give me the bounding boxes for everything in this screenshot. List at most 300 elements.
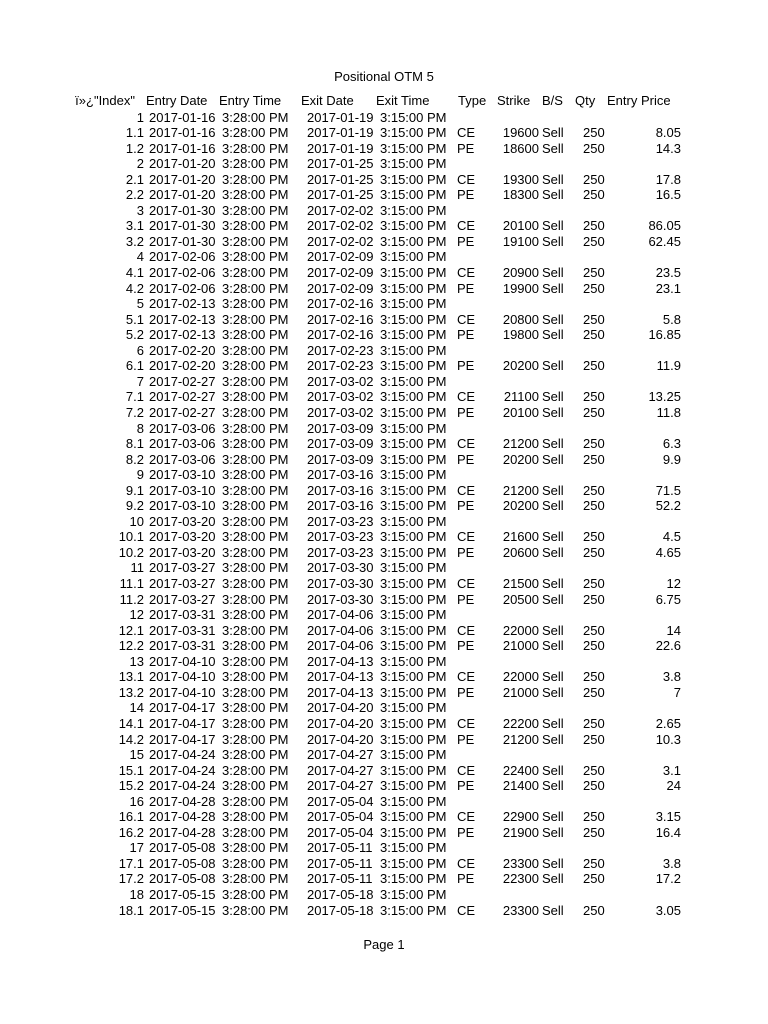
cell-entry-time: 3:28:00 PM	[222, 669, 289, 685]
cell-type: PE	[457, 233, 475, 249]
cell-bs: Sell	[542, 436, 564, 452]
cell-entry-date: 2017-03-10	[149, 482, 216, 498]
cell-type: PE	[457, 498, 475, 514]
cell-strike: 19100	[502, 233, 539, 249]
cell-exit-date: 2017-03-30	[307, 576, 374, 591]
header-qty: Qty	[575, 93, 596, 108]
cell-type: PE	[457, 731, 475, 747]
cell-exit-time: 3:15:00 PM	[380, 498, 447, 514]
cell-index: 2.1	[125, 171, 144, 187]
cell-type: PE	[457, 544, 475, 560]
cell-exit-date: 2017-02-16	[307, 311, 374, 327]
cell-exit-date: 2017-01-19	[307, 140, 374, 156]
cell-type: CE	[457, 529, 476, 545]
table-row	[0, 871, 768, 887]
cell-index: 13	[129, 653, 144, 669]
table-row	[0, 763, 768, 779]
cell-exit-date: 2017-01-19	[307, 125, 374, 141]
cell-strike: 19800	[502, 327, 539, 343]
cell-exit-date: 2017-02-16	[307, 327, 374, 343]
cell-bs: Sell	[542, 404, 564, 420]
cell-entry-date: 2017-04-24	[149, 762, 216, 778]
cell-type: PE	[457, 280, 475, 296]
table-row	[0, 452, 768, 468]
cell-qty: 250	[583, 265, 605, 280]
cell-type: CE	[457, 482, 476, 498]
cell-exit-time: 3:15:00 PM	[380, 140, 447, 156]
table-row	[0, 312, 768, 328]
cell-exit-time: 3:15:00 PM	[380, 280, 447, 296]
cell-index: 15.2	[118, 778, 144, 794]
cell-entry-price: 22.6	[655, 638, 681, 654]
cell-entry-date: 2017-01-20	[149, 187, 216, 203]
cell-strike: 23300	[502, 855, 539, 871]
cell-entry-date: 2017-04-17	[149, 715, 216, 731]
cell-index: 14	[129, 700, 144, 716]
cell-exit-date: 2017-03-23	[307, 513, 374, 529]
cell-entry-price: 23.1	[655, 280, 681, 296]
cell-exit-date: 2017-02-23	[307, 358, 374, 374]
table-row	[0, 732, 768, 748]
cell-entry-price: 3.8	[662, 669, 681, 685]
cell-entry-price: 17.2	[655, 871, 681, 887]
cell-entry-price: 5.8	[662, 311, 681, 327]
cell-entry-time: 3:28:00 PM	[222, 638, 289, 654]
cell-exit-time: 3:15:00 PM	[380, 840, 447, 856]
cell-qty: 250	[583, 311, 605, 327]
table-row	[0, 716, 768, 732]
cell-exit-time: 3:15:00 PM	[380, 793, 447, 809]
cell-index: 3.1	[125, 218, 144, 234]
cell-entry-time: 3:28:00 PM	[222, 311, 289, 327]
cell-index: 1.2	[125, 140, 144, 156]
cell-index: 10.1	[118, 529, 144, 545]
cell-type: PE	[457, 638, 475, 654]
cell-index: 4.2	[125, 280, 144, 296]
cell-index: 2.2	[125, 187, 144, 203]
cell-entry-date: 2017-02-06	[149, 265, 216, 280]
cell-strike: 22300	[502, 871, 539, 887]
table-row	[0, 825, 768, 841]
cell-index: 5.1	[125, 311, 144, 327]
cell-entry-price: 11.9	[656, 358, 681, 374]
cell-bs: Sell	[542, 622, 564, 638]
cell-exit-date: 2017-02-02	[307, 233, 374, 249]
cell-entry-time: 3:28:00 PM	[222, 824, 289, 840]
cell-bs: Sell	[542, 125, 564, 141]
cell-exit-time: 3:15:00 PM	[380, 125, 447, 141]
cell-index: 10.2	[118, 544, 144, 560]
cell-entry-time: 3:28:00 PM	[222, 622, 289, 638]
cell-entry-date: 2017-02-13	[149, 311, 216, 327]
table-row	[0, 856, 768, 872]
cell-entry-time: 3:28:00 PM	[222, 498, 289, 514]
cell-exit-time: 3:15:00 PM	[380, 482, 447, 498]
cell-exit-time: 3:15:00 PM	[380, 296, 447, 312]
cell-entry-time: 3:28:00 PM	[222, 187, 289, 203]
cell-exit-time: 3:15:00 PM	[380, 700, 447, 716]
cell-exit-time: 3:15:00 PM	[380, 544, 447, 560]
cell-entry-date: 2017-04-10	[149, 684, 216, 700]
cell-entry-time: 3:28:00 PM	[222, 560, 289, 576]
table-row	[0, 514, 768, 530]
cell-entry-price: 14	[666, 622, 681, 638]
cell-strike: 20800	[502, 311, 539, 327]
cell-index: 11.1	[119, 576, 144, 591]
cell-exit-date: 2017-03-23	[307, 544, 374, 560]
cell-qty: 250	[583, 824, 605, 840]
cell-bs: Sell	[542, 358, 564, 374]
cell-entry-date: 2017-01-20	[149, 171, 216, 187]
cell-bs: Sell	[542, 233, 564, 249]
cell-entry-date: 2017-03-20	[149, 544, 216, 560]
cell-exit-date: 2017-04-13	[307, 653, 374, 669]
cell-entry-time: 3:28:00 PM	[222, 747, 289, 763]
cell-entry-date: 2017-04-28	[149, 793, 216, 809]
cell-exit-date: 2017-01-25	[307, 171, 374, 187]
cell-qty: 250	[583, 187, 605, 203]
table-row	[0, 483, 768, 499]
cell-exit-date: 2017-03-09	[307, 420, 374, 436]
cell-exit-date: 2017-03-30	[307, 591, 374, 607]
cell-entry-date: 2017-05-08	[149, 871, 216, 887]
cell-entry-time: 3:28:00 PM	[222, 109, 289, 125]
cell-entry-time: 3:28:00 PM	[222, 467, 289, 483]
cell-type: CE	[457, 855, 476, 871]
cell-entry-date: 2017-01-30	[149, 218, 216, 234]
cell-entry-price: 8.05	[655, 125, 681, 141]
cell-bs: Sell	[542, 871, 564, 887]
cell-exit-time: 3:15:00 PM	[380, 622, 447, 638]
cell-exit-date: 2017-03-30	[307, 560, 374, 576]
cell-exit-date: 2017-03-02	[307, 404, 374, 420]
table-header	[0, 93, 768, 109]
cell-exit-time: 3:15:00 PM	[380, 731, 447, 747]
cell-index: 1.1	[125, 125, 144, 141]
cell-exit-time: 3:15:00 PM	[380, 809, 447, 825]
cell-entry-time: 3:28:00 PM	[222, 902, 289, 918]
cell-index: 14.2	[118, 731, 144, 747]
cell-entry-time: 3:28:00 PM	[222, 840, 289, 856]
cell-index: 9.2	[125, 498, 144, 514]
cell-qty: 250	[583, 902, 605, 918]
cell-exit-date: 2017-04-06	[307, 607, 374, 623]
cell-exit-date: 2017-05-11	[307, 871, 373, 887]
cell-exit-date: 2017-03-23	[307, 529, 374, 545]
cell-entry-time: 3:28:00 PM	[222, 809, 289, 825]
cell-bs: Sell	[542, 311, 564, 327]
cell-qty: 250	[583, 280, 605, 296]
cell-entry-time: 3:28:00 PM	[222, 591, 289, 607]
cell-qty: 250	[583, 576, 605, 591]
cell-strike: 21200	[502, 482, 539, 498]
cell-entry-date: 2017-02-13	[149, 327, 216, 343]
table-row	[0, 467, 768, 483]
cell-entry-time: 3:28:00 PM	[222, 451, 289, 467]
table-row	[0, 436, 768, 452]
cell-index: 8	[136, 420, 144, 436]
cell-qty: 250	[583, 327, 605, 343]
cell-entry-price: 17.8	[655, 171, 681, 187]
cell-entry-time: 3:28:00 PM	[222, 731, 289, 747]
cell-entry-time: 3:28:00 PM	[222, 513, 289, 529]
cell-bs: Sell	[542, 544, 564, 560]
cell-qty: 250	[583, 171, 605, 187]
cell-exit-time: 3:15:00 PM	[380, 436, 447, 452]
cell-qty: 250	[583, 358, 605, 374]
cell-bs: Sell	[542, 855, 564, 871]
cell-strike: 18600	[502, 140, 539, 156]
cell-qty: 250	[583, 715, 605, 731]
cell-strike: 22900	[502, 809, 539, 825]
cell-qty: 250	[583, 622, 605, 638]
cell-entry-time: 3:28:00 PM	[222, 576, 289, 591]
cell-exit-time: 3:15:00 PM	[380, 389, 447, 405]
cell-bs: Sell	[542, 187, 564, 203]
cell-type: PE	[457, 327, 475, 343]
table-row	[0, 592, 768, 608]
cell-strike: 21600	[502, 529, 539, 545]
cell-strike: 21900	[502, 824, 539, 840]
cell-strike: 21000	[502, 638, 539, 654]
cell-type: PE	[457, 684, 475, 700]
cell-qty: 250	[583, 731, 605, 747]
cell-exit-time: 3:15:00 PM	[380, 824, 447, 840]
table-row	[0, 234, 768, 250]
cell-entry-date: 2017-03-31	[149, 607, 216, 623]
cell-bs: Sell	[542, 731, 564, 747]
cell-entry-time: 3:28:00 PM	[222, 280, 289, 296]
cell-strike: 21200	[502, 436, 539, 452]
cell-exit-time: 3:15:00 PM	[380, 233, 447, 249]
cell-type: CE	[457, 311, 476, 327]
page-number: Page 1	[363, 937, 405, 952]
cell-entry-date: 2017-04-28	[149, 809, 216, 825]
cell-index: 7	[136, 373, 144, 389]
cell-entry-date: 2017-05-15	[149, 902, 216, 918]
table-row	[0, 405, 768, 421]
cell-bs: Sell	[542, 809, 564, 825]
cell-bs: Sell	[542, 684, 564, 700]
cell-strike: 22400	[502, 762, 539, 778]
cell-strike: 20200	[502, 498, 539, 514]
cell-exit-time: 3:15:00 PM	[380, 778, 447, 794]
cell-entry-price: 3.05	[655, 902, 681, 918]
cell-strike: 22200	[502, 715, 539, 731]
cell-exit-time: 3:15:00 PM	[380, 529, 447, 545]
cell-type: PE	[457, 591, 475, 607]
cell-index: 12	[129, 607, 144, 623]
cell-exit-date: 2017-03-16	[307, 482, 374, 498]
cell-entry-time: 3:28:00 PM	[222, 544, 289, 560]
cell-index: 7.1	[125, 389, 144, 405]
table-row	[0, 685, 768, 701]
header-strike: Strike	[497, 93, 531, 108]
cell-entry-time: 3:28:00 PM	[222, 778, 289, 794]
cell-entry-date: 2017-03-10	[149, 467, 216, 483]
cell-strike: 20200	[502, 358, 539, 374]
cell-bs: Sell	[542, 778, 564, 794]
cell-entry-time: 3:28:00 PM	[222, 762, 289, 778]
cell-exit-date: 2017-05-11	[307, 855, 373, 871]
cell-entry-date: 2017-03-31	[149, 638, 216, 654]
table-row	[0, 421, 768, 437]
cell-entry-time: 3:28:00 PM	[222, 202, 289, 218]
table-row	[0, 576, 768, 592]
cell-entry-time: 3:28:00 PM	[222, 700, 289, 716]
cell-strike: 23300	[502, 902, 539, 918]
cell-index: 18	[129, 887, 144, 902]
cell-bs: Sell	[542, 591, 564, 607]
cell-exit-time: 3:15:00 PM	[380, 311, 447, 327]
cell-entry-time: 3:28:00 PM	[222, 420, 289, 436]
cell-exit-date: 2017-05-18	[307, 902, 374, 918]
cell-exit-date: 2017-02-09	[307, 280, 374, 296]
cell-entry-time: 3:28:00 PM	[222, 249, 289, 265]
cell-qty: 250	[583, 451, 605, 467]
header-entry-date: Entry Date	[146, 93, 208, 108]
cell-entry-date: 2017-05-08	[149, 855, 216, 871]
cell-strike: 21500	[502, 576, 539, 591]
cell-type: CE	[457, 389, 476, 405]
cell-bs: Sell	[542, 218, 564, 234]
cell-entry-time: 3:28:00 PM	[222, 482, 289, 498]
cell-index: 6.1	[125, 358, 144, 374]
cell-entry-time: 3:28:00 PM	[222, 653, 289, 669]
cell-exit-date: 2017-01-25	[307, 187, 374, 203]
cell-exit-date: 2017-04-27	[307, 762, 374, 778]
cell-entry-time: 3:28:00 PM	[222, 218, 289, 234]
table-row	[0, 654, 768, 670]
cell-exit-date: 2017-04-06	[307, 638, 374, 654]
cell-entry-time: 3:28:00 PM	[222, 296, 289, 312]
header-index: ï»¿"Index"	[75, 93, 135, 108]
cell-entry-time: 3:28:00 PM	[222, 404, 289, 420]
cell-exit-time: 3:15:00 PM	[380, 187, 447, 203]
cell-entry-time: 3:28:00 PM	[222, 373, 289, 389]
cell-exit-time: 3:15:00 PM	[380, 762, 447, 778]
cell-index: 12.2	[118, 638, 144, 654]
cell-strike: 22000	[502, 622, 539, 638]
cell-qty: 250	[583, 684, 605, 700]
cell-strike: 19900	[502, 280, 539, 296]
cell-type: PE	[457, 358, 475, 374]
table-row	[0, 638, 768, 654]
cell-exit-date: 2017-05-04	[307, 793, 374, 809]
table-row	[0, 327, 768, 343]
cell-exit-time: 3:15:00 PM	[380, 342, 447, 358]
cell-qty: 250	[583, 233, 605, 249]
page-title: Positional OTM 5	[334, 69, 434, 84]
cell-entry-date: 2017-04-10	[149, 669, 216, 685]
cell-type: CE	[457, 715, 476, 731]
cell-type: CE	[457, 436, 476, 452]
cell-index: 12.1	[118, 622, 144, 638]
cell-exit-time: 3:15:00 PM	[380, 373, 447, 389]
cell-entry-price: 9.9	[662, 451, 681, 467]
cell-index: 5	[136, 296, 144, 312]
cell-strike: 21100	[503, 389, 539, 405]
cell-type: PE	[457, 871, 475, 887]
cell-bs: Sell	[542, 389, 564, 405]
cell-entry-date: 2017-04-10	[149, 653, 216, 669]
cell-exit-time: 3:15:00 PM	[380, 467, 447, 483]
cell-exit-date: 2017-04-13	[307, 669, 374, 685]
cell-entry-time: 3:28:00 PM	[222, 389, 289, 405]
cell-index: 15.1	[118, 762, 144, 778]
cell-exit-time: 3:15:00 PM	[380, 513, 447, 529]
cell-entry-time: 3:28:00 PM	[222, 171, 289, 187]
cell-entry-date: 2017-03-27	[149, 591, 216, 607]
table-row	[0, 903, 768, 919]
cell-entry-price: 62.45	[648, 233, 681, 249]
cell-exit-time: 3:15:00 PM	[380, 420, 447, 436]
cell-type: CE	[457, 669, 476, 685]
cell-entry-date: 2017-03-06	[149, 451, 216, 467]
cell-entry-time: 3:28:00 PM	[222, 887, 289, 902]
cell-index: 5.2	[125, 327, 144, 343]
table-row	[0, 141, 768, 157]
cell-exit-time: 3:15:00 PM	[380, 265, 447, 280]
cell-entry-date: 2017-01-16	[149, 125, 216, 141]
cell-type: CE	[457, 902, 476, 918]
cell-index: 9.1	[125, 482, 144, 498]
cell-exit-date: 2017-02-09	[307, 265, 374, 280]
cell-exit-date: 2017-03-02	[307, 389, 374, 405]
cell-exit-date: 2017-02-02	[307, 202, 374, 218]
table-row	[0, 374, 768, 390]
cell-entry-time: 3:28:00 PM	[222, 607, 289, 623]
cell-entry-time: 3:28:00 PM	[222, 871, 289, 887]
cell-index: 11.2	[119, 591, 144, 607]
cell-strike: 20900	[502, 265, 539, 280]
cell-exit-time: 3:15:00 PM	[380, 109, 447, 125]
cell-exit-date: 2017-04-20	[307, 715, 374, 731]
cell-exit-time: 3:15:00 PM	[380, 560, 447, 576]
cell-entry-date: 2017-02-06	[149, 280, 216, 296]
cell-bs: Sell	[542, 327, 564, 343]
cell-bs: Sell	[542, 762, 564, 778]
table-row	[0, 840, 768, 856]
cell-entry-date: 2017-02-27	[149, 373, 216, 389]
cell-qty: 250	[583, 544, 605, 560]
cell-entry-date: 2017-03-06	[149, 436, 216, 452]
cell-qty: 250	[583, 482, 605, 498]
cell-entry-date: 2017-04-24	[149, 778, 216, 794]
cell-entry-price: 86.05	[648, 218, 681, 234]
cell-bs: Sell	[542, 824, 564, 840]
cell-type: CE	[457, 809, 476, 825]
cell-bs: Sell	[542, 715, 564, 731]
cell-exit-date: 2017-03-09	[307, 436, 374, 452]
cell-index: 15	[129, 747, 144, 763]
cell-qty: 250	[583, 404, 605, 420]
cell-index: 17	[129, 840, 144, 856]
cell-exit-time: 3:15:00 PM	[380, 218, 447, 234]
table-row	[0, 747, 768, 763]
cell-entry-date: 2017-05-15	[149, 887, 216, 902]
cell-exit-time: 3:15:00 PM	[380, 156, 447, 172]
cell-index: 6	[136, 342, 144, 358]
cell-exit-date: 2017-04-13	[307, 684, 374, 700]
cell-exit-time: 3:15:00 PM	[380, 249, 447, 265]
cell-bs: Sell	[542, 902, 564, 918]
cell-index: 9	[136, 467, 144, 483]
cell-exit-date: 2017-01-25	[307, 156, 374, 172]
table-row	[0, 887, 768, 903]
cell-entry-price: 16.4	[655, 824, 681, 840]
cell-entry-price: 52.2	[655, 498, 681, 514]
